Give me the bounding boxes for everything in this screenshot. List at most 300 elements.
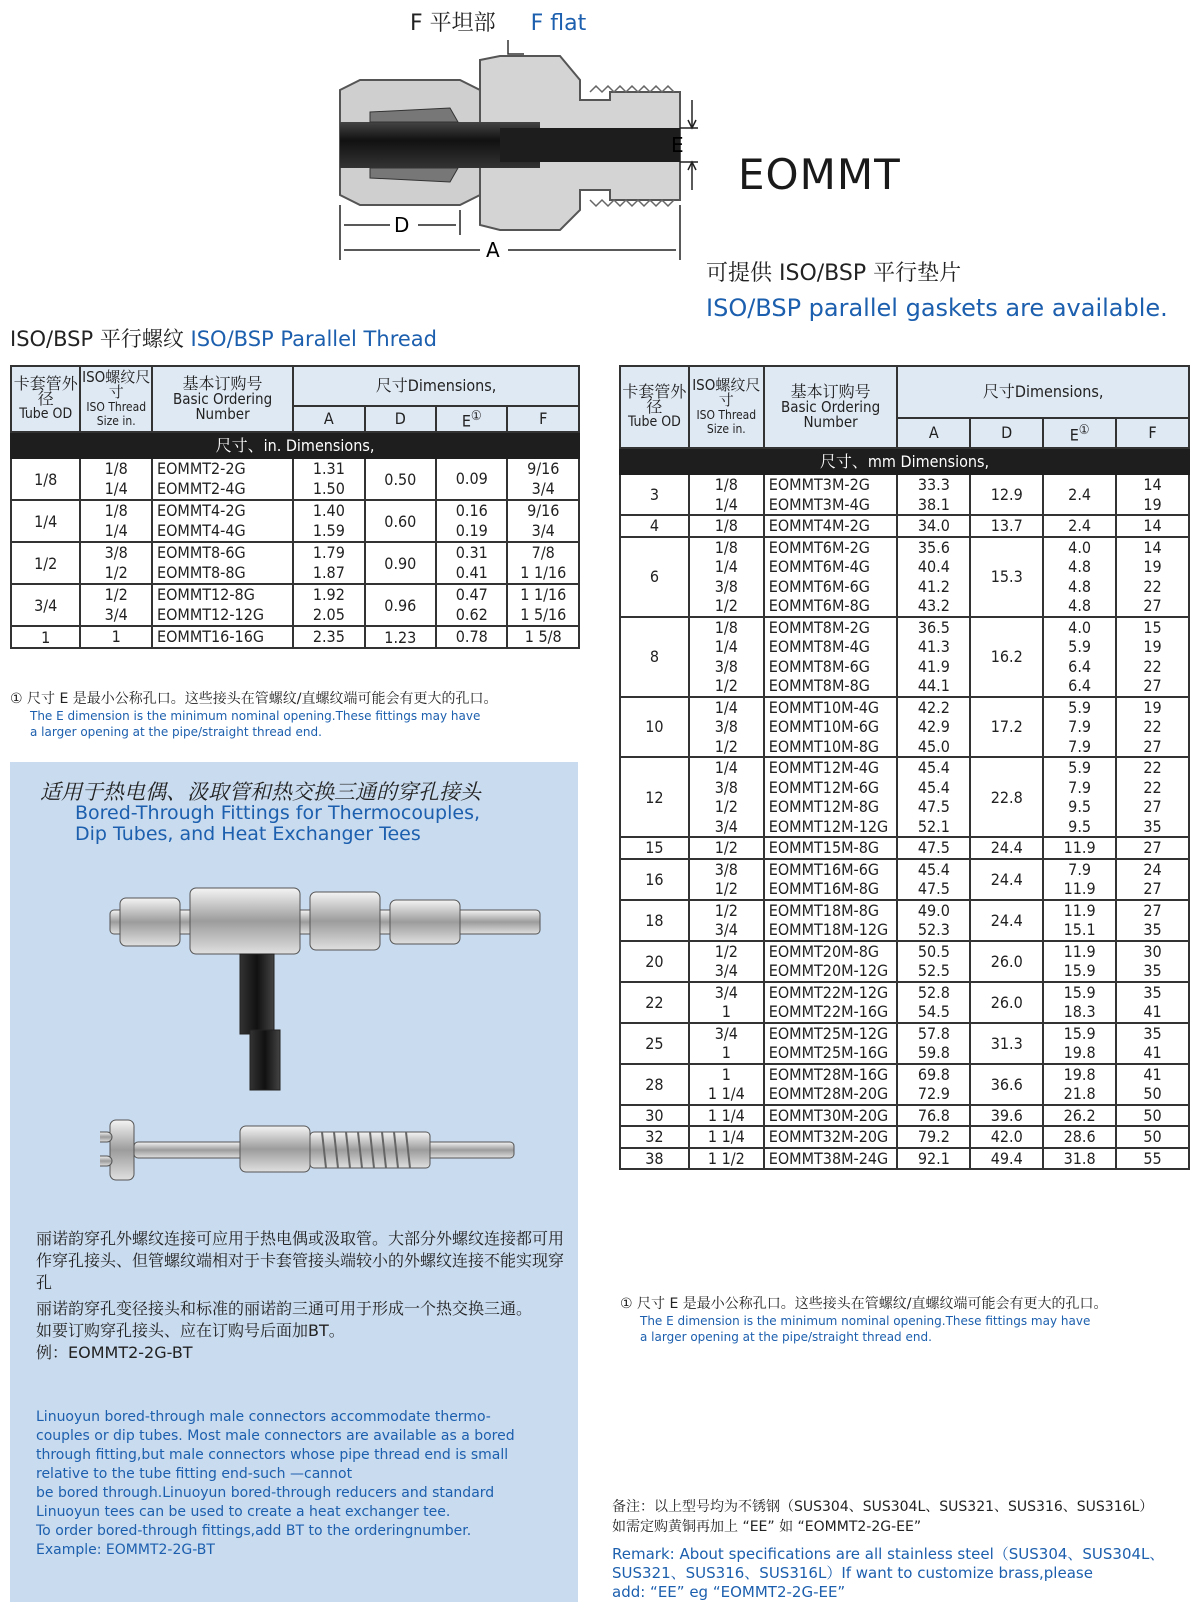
cell-a	[897, 515, 970, 537]
cell-d: 13.7	[970, 515, 1043, 537]
cell-ordering-number	[764, 757, 898, 837]
cell-d: 12.9	[970, 474, 1043, 515]
cell-ordering-number	[152, 584, 293, 626]
cell-f	[1116, 1105, 1189, 1127]
cell-f-line: 55	[1143, 1148, 1162, 1168]
cell-a-line: 79.2	[917, 1127, 950, 1146]
remark-en-3: add: “EE” eg “EOMMT2-2G-EE”	[612, 1583, 846, 1601]
pin-2	[100, 1156, 112, 1166]
cell-ordering-number	[764, 900, 898, 941]
cell-a-line: 40.4	[917, 557, 950, 576]
cell-ordering-number-line: EOMMT30M-20G	[768, 1105, 889, 1125]
cell-iso-line: 3/4	[714, 920, 738, 939]
cell-iso-line: 3/8	[104, 543, 128, 562]
col-e: E①	[436, 406, 507, 432]
cell-iso-line: 1 1/4	[707, 1127, 745, 1146]
cell-f-line: 41	[1143, 1064, 1162, 1084]
bored-en-line: through fitting,but male connectors whose pipe thread end is small	[36, 1447, 509, 1463]
cell-iso-line: 1/4	[714, 697, 738, 717]
cell-iso	[689, 1105, 764, 1127]
cell-f-line: 27	[1143, 797, 1162, 816]
cell-e-line: 11.9	[1063, 941, 1096, 961]
cell-e-line: 11.9	[1063, 838, 1096, 857]
cell-a-line: 2.35	[312, 627, 345, 646]
cell-a-line: 54.5	[917, 1002, 950, 1021]
col-d: D	[970, 418, 1043, 448]
col-dimensions: 尺寸Dimensions,	[293, 366, 579, 406]
cell-f	[507, 500, 579, 542]
footnote-1	[10, 688, 570, 740]
cell-iso	[689, 1064, 764, 1105]
cell-f	[1116, 1148, 1189, 1170]
cell-f-line: 19	[1143, 557, 1162, 576]
probe-nut	[240, 1126, 310, 1172]
cell-e-line: 26.2	[1063, 1105, 1096, 1125]
cell-a-line: 2.05	[312, 605, 345, 624]
cell-ordering-number-line: EOMMT22M-16G	[768, 1002, 889, 1021]
cell-a-line: 59.8	[917, 1043, 950, 1062]
cell-tube-od: 15	[620, 837, 689, 859]
bored-cn-text	[36, 1228, 576, 1364]
cell-f-line: 3/4	[531, 521, 555, 540]
cell-e-line: 4.8	[1068, 576, 1092, 596]
cell-iso	[80, 500, 152, 542]
cell-f-line: 27	[1143, 736, 1162, 756]
cell-f-line: 22	[1143, 656, 1162, 676]
cell-ordering-number	[764, 474, 898, 515]
cell-f-line: 7/8	[531, 543, 555, 562]
cell-f	[1116, 537, 1189, 617]
cell-f-line: 35	[1143, 816, 1162, 836]
cell-d: 42.0	[970, 1126, 1043, 1148]
cell-iso-line: 1/2	[714, 900, 738, 920]
cell-a	[897, 1064, 970, 1105]
cell-iso-line: 3/4	[714, 961, 738, 980]
right-nut	[390, 900, 460, 944]
bored-title-cn: 适用于热电偶、汲取管和热交换三通的穿孔接头	[40, 780, 481, 804]
cell-ordering-number	[764, 537, 898, 617]
cell-a-line: 44.1	[917, 676, 950, 695]
cell-iso-line: 3/8	[714, 777, 738, 797]
cell-iso-line: 1 1/4	[707, 1084, 745, 1103]
cell-e-line: 7.9	[1068, 717, 1092, 736]
cell-iso-line: 1	[721, 1002, 731, 1021]
cell-ordering-number	[764, 1105, 898, 1127]
cell-a	[293, 500, 364, 542]
cell-ordering-number-line: EOMMT6M-2G	[768, 537, 870, 557]
cell-e-line: 0.41	[455, 563, 488, 582]
cell-d: 36.6	[970, 1064, 1043, 1105]
cell-f-line: 1 1/16	[520, 585, 567, 604]
cell-iso	[80, 458, 152, 500]
footnote-en-1: The E dimension is the minimum nominal opening.These fittings may have	[30, 709, 481, 723]
cell-a-line: 34.0	[917, 516, 950, 535]
flange	[110, 1120, 134, 1180]
cell-tube-od: 30	[620, 1105, 689, 1127]
table-row	[620, 982, 1189, 1023]
cell-a	[897, 757, 970, 837]
cell-ordering-number	[764, 982, 898, 1023]
cell-iso-line: 1/2	[714, 596, 738, 615]
cell-e-line: 6.4	[1068, 676, 1092, 695]
cell-a	[897, 474, 970, 515]
cell-a-line: 45.4	[917, 758, 950, 777]
cell-ordering-number-line: EOMMT12M-12G	[768, 816, 889, 836]
col-f: F	[507, 406, 579, 432]
cell-iso	[689, 837, 764, 859]
cell-f-line: 3/4	[531, 479, 555, 498]
cell-d: 16.2	[970, 617, 1043, 697]
cell-e-line: 31.8	[1063, 1148, 1096, 1168]
cell-e-line: 4.0	[1068, 537, 1092, 557]
branch-tube	[240, 954, 274, 1034]
unit-band: 尺寸、in. Dimensions,	[11, 432, 579, 458]
table-row	[11, 458, 579, 500]
flat-label-en: F flat	[530, 11, 587, 36]
cell-ordering-number-line: EOMMT4-2G	[156, 501, 246, 520]
cell-a	[897, 859, 970, 900]
cell-d: 39.6	[970, 1105, 1043, 1127]
cell-d: 15.3	[970, 537, 1043, 617]
bored-cn-1: 丽诺韵穿孔外螺纹连接可应用于热电偶或汲取管。大部分外螺纹连接都可用作穿孔接头、但管螺纹端相对于卡套管接头端较小的外螺纹连接不能实现穿孔	[36, 1229, 565, 1292]
cell-e	[1043, 1148, 1116, 1170]
cell-a-line: 35.6	[917, 537, 950, 557]
cell-tube-od: 18	[620, 900, 689, 941]
cell-a-line: 49.0	[917, 900, 950, 920]
table-row	[620, 859, 1189, 900]
cell-e-line: 19.8	[1063, 1043, 1096, 1062]
cell-tube-od: 8	[620, 617, 689, 697]
branch-tube-lower	[250, 1030, 280, 1090]
cell-e	[1043, 1064, 1116, 1105]
table-row	[11, 542, 579, 584]
cell-iso-line: 1	[721, 1043, 731, 1062]
cell-e-line: 15.9	[1063, 1023, 1096, 1043]
cell-a	[897, 941, 970, 982]
cell-iso-line: 1/8	[104, 459, 128, 478]
cell-a-line: 76.8	[917, 1105, 950, 1125]
cell-iso	[689, 900, 764, 941]
cell-f-line: 35	[1143, 1023, 1162, 1043]
bored-cn-3: 如要订购穿孔接头、应在订购号后面加BT。	[36, 1321, 345, 1340]
cell-ordering-number-line: EOMMT4-4G	[156, 521, 246, 540]
bored-en-line: Example: EOMMT2-2G-BT	[36, 1542, 215, 1558]
remark-en-2: SUS321、SUS316、SUS316L）If want to customize brass,please	[612, 1564, 1093, 1582]
cell-iso-line: 1/8	[714, 537, 738, 557]
cell-a	[293, 626, 364, 648]
dim-d-label: D	[394, 213, 410, 237]
cell-iso-line: 1/2	[714, 676, 738, 695]
cell-tube-od: 1/2	[11, 542, 80, 584]
cell-f-line: 27	[1143, 838, 1162, 857]
cell-ordering-number-line: EOMMT12M-6G	[768, 777, 880, 797]
cell-iso-line: 1/2	[714, 797, 738, 816]
cell-ordering-number	[764, 1148, 898, 1170]
cell-e	[1043, 837, 1116, 859]
cell-f	[1116, 941, 1189, 982]
remark-cn-1: 备注：以上型号均为不锈钢（SUS304、SUS304L、SUS321、SUS316、SUS316L）	[612, 1499, 1154, 1515]
cell-a-line: 42.9	[917, 717, 950, 736]
cell-f-line: 19	[1143, 494, 1162, 514]
cell-f	[1116, 1023, 1189, 1064]
cell-e-line: 7.9	[1068, 859, 1092, 879]
table-row	[11, 584, 579, 626]
cell-f-line: 24	[1143, 859, 1162, 879]
cell-e-line: 0.09	[455, 469, 488, 488]
cell-e	[436, 542, 507, 584]
cell-a-line: 1.31	[312, 459, 345, 478]
table-row	[620, 474, 1189, 515]
cell-tube-od: 10	[620, 697, 689, 758]
cell-e-line: 21.8	[1063, 1084, 1096, 1103]
cell-ordering-number-line: EOMMT2-2G	[156, 459, 246, 478]
left-nut	[120, 898, 180, 946]
table-row	[11, 500, 579, 542]
cell-ordering-number	[764, 697, 898, 758]
section-heading-cn: ISO/BSP 平行螺纹	[10, 327, 184, 351]
unit-band: 尺寸、mm Dimensions,	[620, 448, 1189, 474]
cell-d: 24.4	[970, 859, 1043, 900]
cell-e-line: 15.9	[1063, 961, 1096, 980]
cell-ordering-number-line: EOMMT8-8G	[156, 563, 246, 582]
cell-tube-od: 1	[11, 626, 80, 648]
cell-ordering-number	[152, 542, 293, 584]
flat-label-cn: F 平坦部	[410, 11, 496, 36]
table-row	[620, 617, 1189, 697]
cell-e-line: 15.1	[1063, 920, 1096, 939]
cell-ordering-number-line: EOMMT12-8G	[156, 585, 255, 604]
cell-e-line: 6.4	[1068, 656, 1092, 676]
cell-a-line: 92.1	[917, 1148, 950, 1168]
remark-en-1: Remark: About specifications are all stainless steel（SUS304、SUS304L、	[612, 1545, 1165, 1563]
cell-ordering-number	[764, 617, 898, 697]
cell-e-line: 0.78	[455, 627, 488, 646]
cell-f	[507, 584, 579, 626]
cell-a-line: 1.79	[312, 543, 345, 562]
cell-e-line: 5.9	[1068, 637, 1092, 656]
cell-iso	[689, 757, 764, 837]
cell-e	[1043, 1126, 1116, 1148]
cell-e	[1043, 859, 1116, 900]
table-row	[620, 757, 1189, 837]
dim-a-label: A	[486, 238, 500, 262]
cell-a	[293, 458, 364, 500]
cell-a-line: 1.40	[312, 501, 345, 520]
cell-ordering-number-line: EOMMT10M-6G	[768, 717, 880, 736]
cell-ordering-number-line: EOMMT18M-12G	[768, 920, 889, 939]
cell-ordering-number-line: EOMMT8M-6G	[768, 656, 870, 676]
cell-e-line: 19.8	[1063, 1064, 1096, 1084]
cell-a-line: 50.5	[917, 941, 950, 961]
cell-f	[1116, 515, 1189, 537]
cell-iso-line: 1/2	[714, 736, 738, 756]
cell-a-line: 52.3	[917, 920, 950, 939]
table-row	[620, 537, 1189, 617]
cell-f	[1116, 1126, 1189, 1148]
cell-tube-od: 38	[620, 1148, 689, 1170]
cell-iso	[689, 617, 764, 697]
cell-e	[1043, 697, 1116, 758]
cell-ordering-number-line: EOMMT4M-2G	[768, 516, 870, 535]
cell-f-line: 50	[1143, 1105, 1162, 1125]
cell-ordering-number	[764, 859, 898, 900]
cell-f-line: 19	[1143, 637, 1162, 656]
cell-a	[897, 837, 970, 859]
cell-iso	[80, 626, 152, 648]
cell-e	[1043, 982, 1116, 1023]
cell-iso-line: 1/2	[714, 879, 738, 898]
cell-tube-od: 1/8	[11, 458, 80, 500]
cell-e-line: 7.9	[1068, 736, 1092, 756]
cell-ordering-number-line: EOMMT15M-8G	[768, 838, 880, 857]
cell-tube-od: 32	[620, 1126, 689, 1148]
cell-iso-line: 1/4	[104, 479, 128, 498]
cell-ordering-number-line: EOMMT10M-4G	[768, 697, 880, 717]
cell-a	[897, 1105, 970, 1127]
cell-ordering-number-line: EOMMT28M-16G	[768, 1064, 889, 1084]
cell-a-line: 43.2	[917, 596, 950, 615]
bored-en-line: be bored through.Linuoyun bored-through reducers and standard	[36, 1485, 495, 1501]
dim-e-label: E	[671, 133, 684, 157]
cell-iso	[689, 982, 764, 1023]
cell-ordering-number	[152, 500, 293, 542]
cell-ordering-number-line: EOMMT28M-20G	[768, 1084, 889, 1103]
cell-f-line: 27	[1143, 879, 1162, 898]
cell-e-line: 11.9	[1063, 900, 1096, 920]
cell-f-line: 9/16	[527, 501, 560, 520]
bored-en-line: Linuoyun bored-through male connectors accommodate thermo-	[36, 1409, 491, 1425]
cell-a-line: 47.5	[917, 838, 950, 857]
gasket-note-en: ISO/BSP parallel gaskets are available.	[706, 294, 1168, 322]
col-f: F	[1116, 418, 1189, 448]
col-d: D	[365, 406, 436, 432]
cell-a	[897, 900, 970, 941]
col-basic: 基本订购号 Basic Ordering Number	[764, 366, 898, 448]
model-title: EOMMT	[738, 150, 901, 199]
cell-a-line: 47.5	[917, 797, 950, 816]
cell-a	[897, 1023, 970, 1064]
cell-a-line: 72.9	[917, 1084, 950, 1103]
cell-d: 0.90	[365, 542, 436, 584]
footnote-cn: ① 尺寸 E 是最小公称孔口。这些接头在管螺纹/直螺纹端可能会有更大的孔口。	[620, 1296, 1108, 1312]
cell-f-line: 22	[1143, 758, 1162, 777]
col-iso: ISO螺纹尺寸 ISO Thread Size in.	[80, 366, 152, 432]
cell-a-line: 41.2	[917, 576, 950, 596]
cell-ordering-number-line: EOMMT10M-8G	[768, 736, 880, 756]
cell-iso-line: 3/8	[714, 717, 738, 736]
cell-a-line: 1.59	[312, 521, 345, 540]
col-iso: ISO螺纹尺寸 ISO Thread Size in.	[689, 366, 764, 448]
cell-f-line: 14	[1143, 537, 1162, 557]
cell-ordering-number-line: EOMMT12-12G	[156, 605, 264, 624]
cell-iso	[689, 1126, 764, 1148]
cell-e-line: 7.9	[1068, 777, 1092, 797]
cell-a-line: 45.4	[917, 859, 950, 879]
cell-f-line: 22	[1143, 777, 1162, 797]
cell-iso-line: 1/2	[104, 585, 128, 604]
section-heading	[10, 323, 437, 353]
cell-ordering-number-line: EOMMT16-16G	[156, 627, 264, 646]
cell-ordering-number-line: EOMMT6M-8G	[768, 596, 870, 615]
cell-ordering-number-line: EOMMT32M-20G	[768, 1127, 889, 1146]
cell-ordering-number-line: EOMMT8M-4G	[768, 637, 870, 656]
cell-f	[1116, 837, 1189, 859]
bored-en-line: couples or dip tubes. Most male connectors are available as a bored	[36, 1428, 515, 1444]
cell-iso	[689, 697, 764, 758]
cell-d: 17.2	[970, 697, 1043, 758]
cell-e-line: 2.4	[1068, 516, 1092, 535]
cell-iso	[689, 941, 764, 982]
bored-cn-2: 丽诺韵穿孔变径接头和标准的丽诺韵三通可用于形成一个热交换三通。	[36, 1299, 533, 1318]
col-dimensions: 尺寸Dimensions,	[897, 366, 1189, 418]
tee-nut	[310, 892, 380, 950]
table-row	[620, 697, 1189, 758]
bored-title-en	[75, 803, 480, 845]
cell-f	[1116, 982, 1189, 1023]
cell-iso-line: 1/8	[714, 516, 738, 535]
cell-tube-od: 1/4	[11, 500, 80, 542]
table-row	[620, 515, 1189, 537]
cell-f	[1116, 900, 1189, 941]
remark-cn	[612, 1497, 1192, 1537]
cell-ordering-number	[764, 1023, 898, 1064]
fitting-diagram	[330, 30, 710, 270]
cell-e-line: 9.5	[1068, 797, 1092, 816]
col-tube-od: 卡套管外径 Tube OD	[11, 366, 80, 432]
cell-e-line: 0.47	[455, 585, 488, 604]
cell-iso	[689, 515, 764, 537]
cell-f-line: 1 5/8	[524, 627, 562, 646]
cell-iso-line: 3/4	[714, 982, 738, 1002]
cell-d: 22.8	[970, 757, 1043, 837]
cell-iso-line: 1 1/4	[707, 1105, 745, 1125]
cell-f-line: 50	[1143, 1084, 1162, 1103]
cell-f-line: 35	[1143, 982, 1162, 1002]
cell-ordering-number-line: EOMMT8M-8G	[768, 676, 870, 695]
cell-a-line: 52.1	[917, 816, 950, 836]
cell-a-line: 52.8	[917, 982, 950, 1002]
cell-e	[436, 500, 507, 542]
col-a: A	[293, 406, 364, 432]
bored-cn-4: 例：EOMMT2-2G-BT	[36, 1343, 193, 1362]
cell-f-line: 41	[1143, 1043, 1162, 1062]
cell-e-line: 5.9	[1068, 697, 1092, 717]
cell-f	[1116, 859, 1189, 900]
remark-cn-2: 如需定购黄铜再加上 “EE” 如 “EOMMT2-2G-EE”	[612, 1519, 922, 1535]
cell-tube-od: 3	[620, 474, 689, 515]
cell-f-line: 35	[1143, 920, 1162, 939]
cell-f-line: 22	[1143, 717, 1162, 736]
cell-e-line: 4.8	[1068, 557, 1092, 576]
cell-e	[1043, 537, 1116, 617]
cell-iso-line: 1/4	[714, 557, 738, 576]
tee-body	[190, 888, 300, 954]
cell-ordering-number	[764, 1064, 898, 1105]
cell-d: 24.4	[970, 837, 1043, 859]
cell-tube-od: 12	[620, 757, 689, 837]
cell-d: 0.60	[365, 500, 436, 542]
cell-ordering-number-line: EOMMT3M-4G	[768, 494, 870, 514]
cell-ordering-number-line: EOMMT8M-2G	[768, 617, 870, 637]
cell-f	[1116, 757, 1189, 837]
cell-d: 0.50	[365, 458, 436, 500]
cell-ordering-number-line: EOMMT12M-8G	[768, 797, 880, 816]
cell-ordering-number-line: EOMMT18M-8G	[768, 900, 880, 920]
cell-f-line: 30	[1143, 941, 1162, 961]
cell-ordering-number-line: EOMMT20M-12G	[768, 961, 889, 980]
bored-en-line: Linuoyun tees can be used to create a heat exchanger tee.	[36, 1504, 451, 1520]
flat-leader-line	[508, 40, 524, 54]
